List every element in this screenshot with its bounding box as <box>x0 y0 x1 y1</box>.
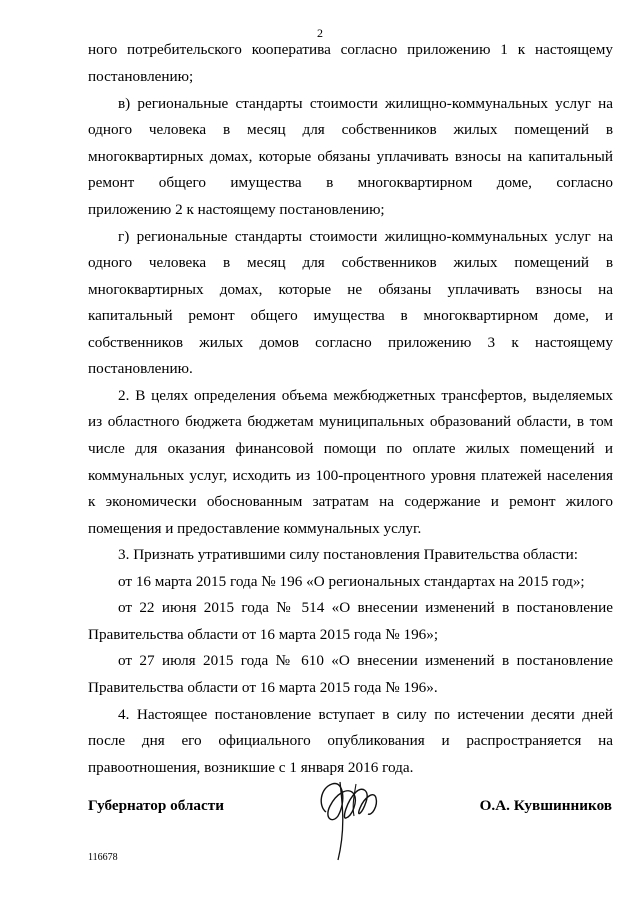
text-line: ного потребительского кооператива согласно приложению 1 к настоящему <box>88 41 613 58</box>
text-line: правоотношения, возникшие с 1 января 2016 года. <box>88 759 414 776</box>
text-line: к экономически обоснованным затратам на содержание и ремонт жилого <box>88 493 613 510</box>
text-line: ремонт общего имущества в многоквартирном доме, согласно <box>88 174 613 191</box>
text-line: одного человека в месяц для собственников жилых помещений в <box>88 121 613 138</box>
text-line: Правительства области от 16 марта 2015 года № 196»; <box>88 626 439 643</box>
text-line: одного человека в месяц для собственников жилых помещений в <box>88 254 613 271</box>
text-line: 2. В целях определения объема межбюджетных трансфертов, выделяемых <box>118 387 613 404</box>
text-line: помещения и предоставление коммунальных услуг. <box>88 520 422 537</box>
text-line: от 27 июля 2015 года № 610 «О внесении изменений в постановление <box>118 652 613 669</box>
text-line: Правительства области от 16 марта 2015 года № 196». <box>88 679 438 696</box>
text-line: коммунальных услуг, исходить из 100-процентного уровня платежей населения <box>88 467 613 484</box>
text-line: постановлению; <box>88 68 194 85</box>
text-line: многоквартирных домах, которые не обязаны уплачивать взносы на <box>88 281 613 298</box>
text-line: капитальный ремонт общего имущества в многоквартирном доме, и <box>88 307 613 324</box>
text-line: от 16 марта 2015 года № 196 «О региональных стандартах на 2015 год»; <box>118 573 585 590</box>
text-line: многоквартирных домах, которые обязаны уплачивать взносы на капитальный <box>88 148 613 165</box>
document-code: 116678 <box>88 852 118 863</box>
text-line: 4. Настоящее постановление вступает в силу по истечении десяти дней <box>118 706 613 723</box>
text-line: числе для оказания финансовой помощи по оплате жилых помещений и <box>88 440 613 457</box>
text-line: в) региональные стандарты стоимости жилищно-коммунальных услуг на <box>118 95 613 112</box>
text-line: 3. Признать утратившими силу постановления Правительства области: <box>118 546 579 563</box>
text-line: от 22 июня 2015 года № 514 «О внесении изменений в постановление <box>118 599 613 616</box>
text-line: из областного бюджета бюджетам муниципальных образований области, в том <box>88 413 613 430</box>
text-line: постановлению. <box>88 360 193 377</box>
text-line: г) региональные стандарты стоимости жилищно-коммунальных услуг на <box>118 228 613 245</box>
text-line: после дня его официального опубликования и распространяется на <box>88 732 613 749</box>
text-line: собственников жилых домов согласно приложению 3 к настоящему <box>88 334 613 351</box>
page-number: 2 <box>317 26 323 40</box>
text-line: приложению 2 к настоящему постановлению; <box>88 201 385 218</box>
handwritten-signature <box>312 772 384 864</box>
signatory-name: О.А. Кувшинников <box>479 797 612 814</box>
signatory-title: Губернатор области <box>88 797 224 814</box>
